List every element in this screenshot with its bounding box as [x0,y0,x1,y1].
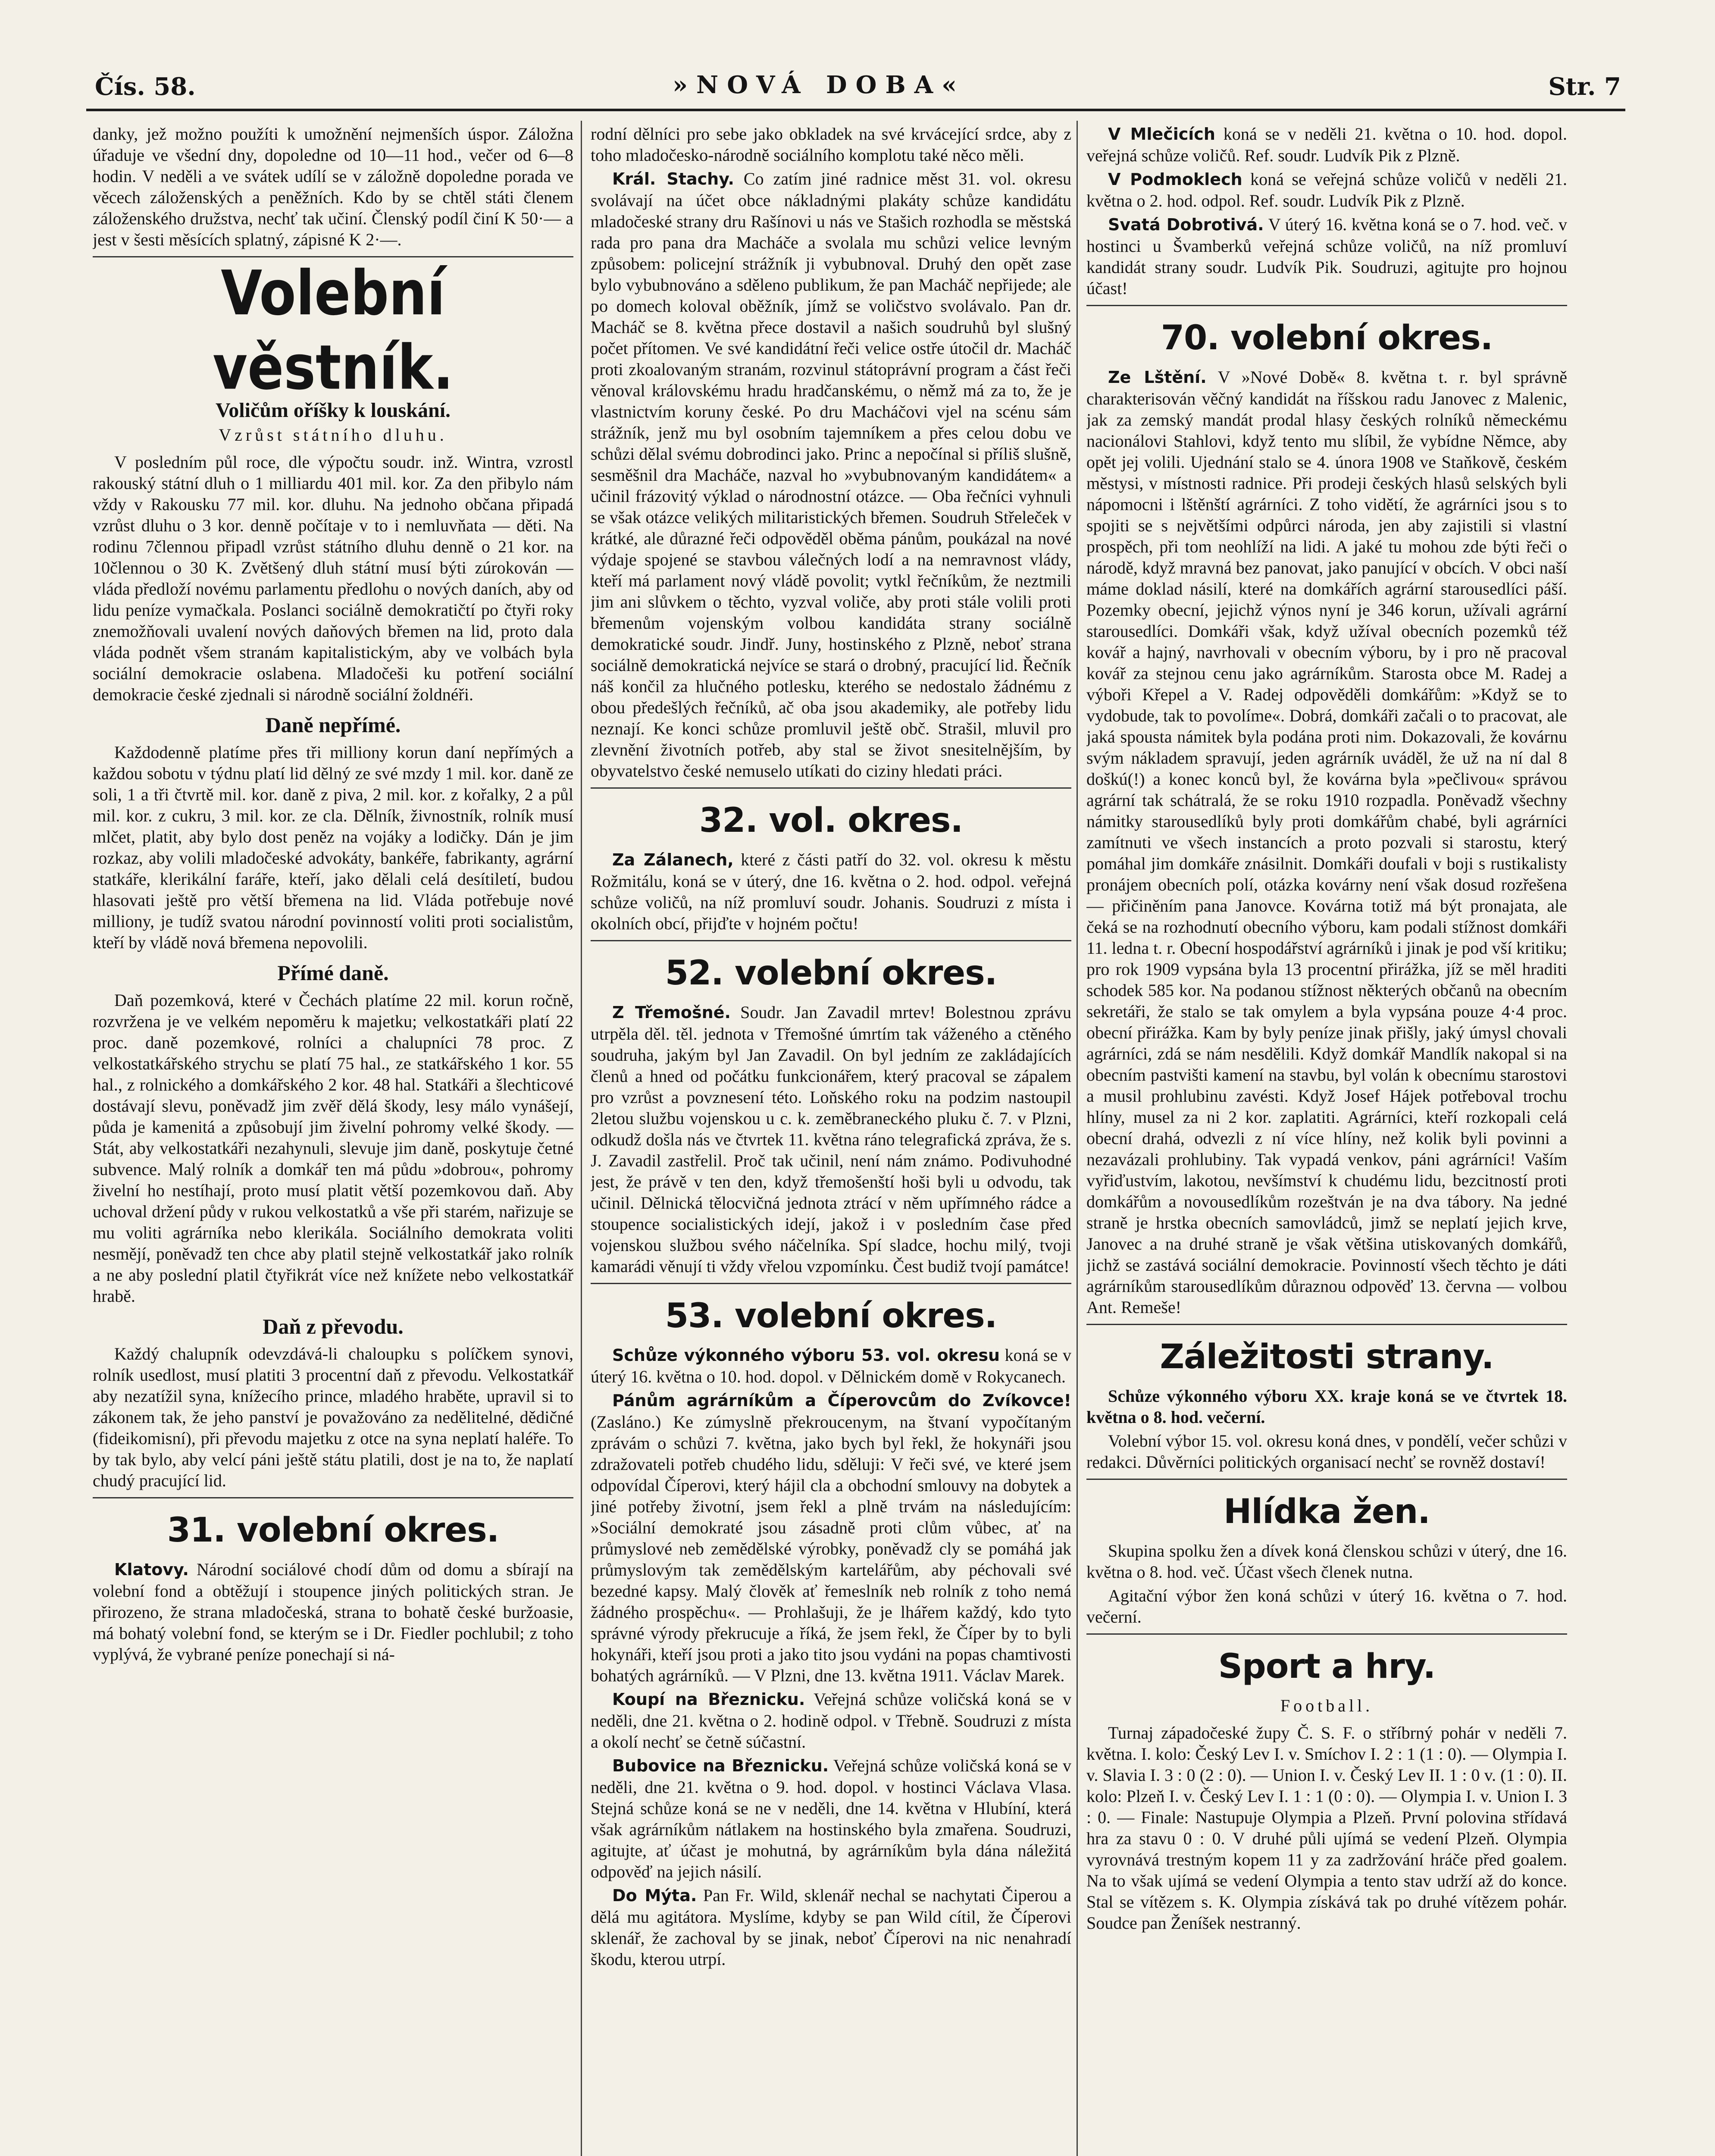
district-heading: 31. volební okres. [167,1511,499,1550]
article-text: Každodenně platíme přes tři milliony korun daní nepřímých a každou sobotu v týdnu platí lid dělný ze své mzdy 1 mil. kor. daně ze soli, 1 a tři čtvrtě mil. kor. daně z piva, 2 mil. kor. z kořalky, 2 a půl mil. kor. z cukru, 3 mil. kor. ze cla. Dělník, živnostník, rolník musí mlčet, platit, aby bylo dost peněz na vojáky a lodičky. Dán je jim rozkaz, aby volili mladočeské advokáty, bankéře, fabrikanty, agrární statkáře, klerikální faráře, kteří, jako dělali celá desítiletí, budou hlasovati ještě pro větší břemena na lid. Vláda potřebuje nové milliony, je tudíž svatou národní povinností voliti proti socialistům, kteří by vládě nová břemena nepovolili. [93,743,573,952]
place-lead: V Mlečicích [1108,125,1215,144]
article-text: rodní dělníci pro sebe jako obkladek na své krvácející srdce, aby z toho mladočesko-národně sociálního komplotu také něco měli. [591,124,1071,165]
place-lead: Klatovy. [114,1560,189,1579]
place-lead: Svatá Dobrotivá. [1108,215,1264,234]
section-heading: Záležitosti strany. [1160,1338,1494,1376]
header-rule [86,109,1625,111]
article-text: V Podmoklech koná se veřejná schůze voličů v neděli 21. května o 2. hod. odpol. Ref. soudr. Ludvík Pik z Plzně. [1086,169,1567,210]
divider [591,940,1071,941]
column-divider [1077,121,1078,2156]
article-text: Ze Lštění. V »Nové Době« 8. května t. r. byl správně charakterisován věčný kandidát na říšskou radu Janovec z Malenic, jak za zemský mandát prodal hlasy českých rolníků německému nacionálovi Stahlovi, když tento mu slíbil, že vybídne Němce, aby opět jej volili. Ujednání stalo se 4. února 1908 ve Staňkově, českém městysi, v místnosti radnice. Při prodeji českých hlasů selských byli nápomocni i lštěnští agrárníci. Z toho vidětí, že agrárníci jsou s to spojiti se s největšími odpůrci národa, jen aby zajistili si vlastní prospěch, při tom neohlíží na lidi. A jaké tu mohou zde býti řeči o národě, když mravná bez panovat, jako panující v obcích. V obci naší máme doklad násilí, které na domkářích agrární starousedlíci páší. Pozemky obecní, jejichž výnos nyní je 346 korun, užívali agrární starousedlíci. Domkáři však, když užíval obecních pozemků též kovář a hajný, navrhovali v obecním výboru, by i pro ně pracoval kovář za stejnou cenu jako agrárníkům. Starosta obce M. Radej a výboři Křepel a V. Radej odpověděli domkářům: »Když se to vydobude, tak to povolíme«. Dobrá, domkáři začali o to pracovat, ale jaká spousta námitek byla podána proti nim. Dokazovali, že kovárnu svým nákladem spravují, jeden agrárník uváděl, že už na ní dal 8 doškú(!) a konec konců byl, že kovárna byla »pečlivou« správou agrární tak schátralá, že se roku 1910 rozpadla. Poněvadž všechny námitky starousedlíků byly proti domkářům chabé, byli agrárníci zamítnuti ve všech instancích a proto pozvali si starostu, který pomáhal jim domkáře znásilnit. Domkáři doufali v boji s rustikalisty pronájem obecních polí, otázka kovárny není však dosud rozřešena — přičiněním pana Janovce. Kovárna totiž má být pronajata, ale čeká se na rozhodnutí obecního výboru, kam podali stížnost domkáři 11. ledna t. r. Obecní hospodářství agrárníků i jinak je pod vší kritiku; pro rok 1909 vypsána byla 13 procentní přirážka, jíž se měl hraditi schodek 585 kor. Na podanou stížnost některých občanů na obecním sekretáři, že stalo se tak omylem a byla vypsána pouze 4·4 proc. obecní přirážka. Kam by byly peníze jinak přišly, jaký úmysl chovali agrárníci, zdá se nám nesdělili. Když domkář Mandlík nakopal si na obecním pastvišti kamení na stavbu, byl volán k obecnímu starostovi a musil prohlubinu zavésti. Když Josef Hájek potřeboval trochu hlíny, musel za ni 2 kor. zaplatiti. Agrárníci, kteří rozkopali celá obecní drahá, odvezli z ní více hlíny, než kolik byli povinni a nezavázali prohlubiny. Tak vypadá venkov, páni agrárníci! Vaším vyřiďustvím, lakotou, nevšímství k chudému lidu, bezcitností proti domkářům a novousedlíkům rozeštván je na dva tábory. Na jedné straně je hrstka obecních samovládců, jimž se neplatí jejich krve, Janovec a na druhé straně je však většina utiskovaných domkářů, jichž se zastává sociální demokracie. Povinností všech těchto je dáti agrárníkům starousedlíkům důraznou odpověď 13. června — volbou Ant. Remeše! [1086,367,1567,1317]
place-lead: Bubovice na Březnicku. [612,1756,829,1775]
article-text: Král. Stachy. Co zatím jiné radnice měst 31. vol. okresu svolávají na účet obce nákladnými plakáty schůze kandidátu mladočeské strany dru Rašínovi u nás ve Stašich rozhodla se městská rada pro pana dra Macháče a svolala mu schůzi velice levným způsobem: policejní strážník ji vybubnoval. Druhý den opět zase bylo vybubnováno a sděleno publikum, že pan Macháč nepřijede; ale po domech koloval oběžník, jímž se voličstvo svolávalo. Pan dr. Macháč se 8. května přece dostavil a našich soudruhů byl slušný počet přítomen. Ve své kandidátní řeči velice ostře útočil dr. Macháč proti zkoalovaným stranám, rozvinul státoprávní program a část řeči věnoval královskému hradu hradčanskému, o němž má za to, že je vlastnictvím koruny české. Po dru Macháčovi vjel na scénu sám strážník, jenž mu byl osobním tajemníkem a přes celou dobu ve schůzi dělal svému dobrodinci jako. Princ a nepočínal si příliš slušně, sesměšnil dra Macháče, nazval ho »vybubnovaným kandidátem« a učinil frázovitý výklad o národnostní otázce. — Oba řečníci vyhnuli se však otázce velikých militaristických břemen. Soudruh Střeleček v krátké, ale důrazné řeči odpověděl oběma pánům, poukázal na nové výdaje spojené se stavbou válečných lodí a na nemravnost vlády, kteří má parlament nový vládě povolit; vytkl řečníkům, že neztmili jim ani slůvkem o těchto, vyzval voliče, aby proti stále volili proti břemenům vojenským volbou kandidáta strany sociálně demokratické soudr. Jindř. Juny, hostinského z Plzně, neboť strana sociálně demokratická nejvíce se stará o drobný, pracující lid. Řečník náš končil za hlučného potlesku, kterého se nedostalo žádnému z obou předešlých řečníků, ač oba jsou akademiky, ale potřeby lidu neznají. Ke konci schůze promluvil ještě obč. Strašil, mluvil pro zlevnění životních potřeb, aby stal se život snesitelnějším, by obyvatelstvo české nemuselo utíkati do ciziny hledati práci. [591,169,1071,780]
article-text: Volební výbor 15. vol. okresu koná dnes, v pondělí, večer schůzi v redakci. Důvěrníci politických organisací nechť se rovněž dostaví! [1086,1431,1567,1472]
article-text: Bubovice na Březnicku. Veřejná schůze voličská koná se v neděli, dne 21. května o 9. hod. dopol. v hostinci Václava Vlasa. Stejná schůze koná se ne v neděli, dne 14. května v Hlubíní, která však agrárníkům nátlakem na hostinského byla zmařena. Soudruzi, agitujte, ať účast je mohutná, by agrárníkům byla dána náležitá odpověď na jejich násilí. [591,1756,1071,1881]
article-text: Skupina spolku žen a dívek koná členskou schůzi v úterý, dne 16. května o 8. hod. več. Účast všech členek nutna. [1086,1541,1567,1582]
place-lead: Za Zálanech, [612,850,734,869]
article-subheading: Daň z převodu. [263,1314,404,1338]
place-lead: V Podmoklech [1108,170,1242,189]
article-subheading: Přímé daně. [277,961,389,985]
section-heading: Hlídka žen. [1224,1492,1430,1531]
divider [1086,1479,1567,1480]
section-title: Volební věstník. [213,257,454,404]
place-lead: Ze Lštění. [1108,368,1207,387]
district-heading: 32. vol. okres. [699,801,963,840]
article-text: Agitační výbor žen koná schůzi v úterý 16. května o 7. hod. večerní. [1086,1586,1567,1626]
place-lead: Koupí na Březnicku. [612,1690,805,1709]
page-number: Str. 7 [1548,72,1621,101]
district-heading: 70. volební okres. [1161,319,1493,357]
divider [93,1497,573,1498]
article-text: V posledním půl roce, dle výpočtu soudr. inž. Wintra, vzrostl rakouský státní dluh o 1 milliardu 401 mil. kor. Za den přibylo nám vždy v Rakousku 77 mil. kor. dluhu. Na jednoho občana připadá vzrůst dluhu o 3 kor. denně počítaje v to i nemluvňata — děti. Na rodinu 7člennou připadl vzrůst státního dluhu denně o 21 kor. na 10člennou o 30 K. Zvětšený dluh státní musí býti zúrokován — vláda předloží novému parlamentu předlohu o nových daních, aby od lidu peníze vymačkala. Poslanci sociálně demokratičtí po čtyři roky znemožňovali uvalení nových daňových břemen na lid, proto dala vláda podnět všem stranám kapitalistickým, aby ve volbách byla sociální demokracie oslabena. Mladočeši ku potření sociální demokracie české zjednali si národně sociální žoldnéři. [93,452,573,704]
column-2 [591,123,1071,2156]
article-text: Pánům agrárníkům a Číperovcům do Zvíkovce! (Zasláno.) Ke zúmyslně překroucenym, na štvaní vypočítaným zprávám o schůzi 7. května, jako bych byl řekl, že hokynáři jsou zdražovateli potřeb chudého lidu, sděluji: V řeči své, ve které jsem odpovídal Číperovi, který hájil cla a obchodní smlouvy na dobytek a jiné potřeby životní, jsem řekl a plně trvám na následujícím: »Sociální demokraté jsou zásadně proti clům vůbec, ať na průmyslové neb zemědělské výrobky, poněvadž cly se pomáhá jak průmyslovým tak zemědělským kartelářům, aby péchovali své bezedné kapsy. Malý člověk ať řemeslník neb rolník z toho nemá žádného prospěchu«. — Prohlašuji, že je lhářem každý, kdo tyto správné výrody překrucuje a říká, že jsem řekl, že Číper by to byli hokynáři, kteří jsou proti a jako tito jsou vydáni na popas chamtivosti bohatých agrárníků. — V Plzni, dne 13. května 1911. Václav Marek. [591,1391,1071,1685]
article-subheading: Vzrůst státního dluhu. [219,425,448,445]
place-lead: Z Třemošné. [612,1003,731,1022]
page-header [78,65,1625,103]
district-heading: 52. volební okres. [665,954,997,993]
article-text: danky, jež možno použíti k umožnění nejmenších úspor. Záložna úřaduje ve všední dny, dopoledne od 10—11 hod., večer od 6—8 hodin. V neděli a ve svátek udílí se v záložně dopoledne porada ve věcech záloženských a peněžních. Kdo by se chtěl státi členem záloženského družstva, nechť tak učiní. Členský podíl činí K 50·— a jest v šesti měsících splatný, zápisné K 2·—. [93,124,573,249]
column-3 [1086,123,1567,2156]
divider [1086,1633,1567,1635]
divider [1086,305,1567,306]
article-heading: Voličům oříšky k louskání. [215,399,451,422]
article-text: Klatovy. Národní sociálové chodí dům od domu a sbírají na volební fond a obtěžují i stoupence jiných politických stran. Je přirozeno, že strana mladočeská, strana to bohatě české buržoasie, má bohatý volební fond, se kterým se i Dr. Fiedler pochlubil; z toho vyplývá, že vybrané peníze ponechají si ná- [93,1560,573,1664]
column-1 [93,123,573,2156]
issue-number: Čís. 58. [95,72,196,101]
article-text: Z Třemošné. Soudr. Jan Zavadil mrtev! Bolestnou zprávu utrpěla děl. těl. jednota v Třemošné úmrtím tak váženého a ctěného soudruha, jakým byl Jan Zavadil. On byl jedním ze zakládajících členů a hned od počátku funkcionářem, který pracoval se zápalem pro vzrůst a povznesení této. Loňského roku na podzim nastoupil 2letou službu vojenskou u c. k. zeměbraneckého pluku č. 7. v Plzni, odkudž došla nás ve čtvrtek 11. května ráno telegrafická zpráva, že s. J. Zavadil zastřelil. Proč tak učinil, není nám známo. Podivuhodné jest, že právě v ten den, když třemošenští hoši byli u odvodu, tak učinil. Dělnická tělocvičná jednota ztrácí v něm upřímného rádce a stoupence socialistických idejí, jakož i v posledním čase před vojenskou službou svého náčelníka. Spí sladce, hochu milý, tvoji kamarádi věnují ti vždy vřelou vzpomínku. Čest budiž tvojí památce! [591,1003,1071,1276]
article-text: Svatá Dobrotivá. V úterý 16. května koná se o 7. hod. več. v hostinci u Švamberků veřejná schůze voličů, na níž promluví kandidát strany soudr. Ludvík Pik. Soudruzi, agitujte pro hojnou účast! [1086,215,1567,298]
place-lead: Do Mýta. [612,1886,697,1905]
article-text: Za Zálanech, které z části patří do 32. vol. okresu k městu Rožmitálu, koná se v úterý, dne 16. května o 2. hod. odpol. veřejná schůze voličů, na níž promluví soudr. Johanis. Soudruzi z místa i okolních obcí, přijďte v hojném počtu! [591,850,1071,933]
column-divider [581,121,582,2156]
article-subheading: Football. [1280,1696,1374,1715]
article-text: Turnaj západočeské župy Č. S. F. o stříbrný pohár v neděli 7. května. I. kolo: Český Lev I. v. Smíchov I. 2 : 1 (1 : 0). — Olympia I. v. Slavia I. 3 : 0 (2 : 0). — Union I. v. Český Lev II. 1 : 0 v. (1 : 0). II. kolo: Plzeň I. v. Český Lev I. 1 : 1 (0 : 0). — Olympia I. v. Union I. 3 : 0. — Finale: Nastupuje Olympia a Plzeň. První polovina střídavá hra za stavu 0 : 0. V druhé půli ujímá se vedení Plzeň. Olympia vyrovnává trestným kopem 11 y za zadržování hráče před goalem. Na to však ujímá se vedení Olympia a tento stav udrží až do konce. Stal se vítězem s. K. Olympia získává tak po druhé vítězem pohár. Soudce pan Ženíšek nestranný. [1086,1723,1567,1933]
divider [591,1283,1071,1284]
divider [591,787,1071,789]
article-text: Každý chalupník odevzdává-li chaloupku s políčkem synovi, rolník usedlost, musí platiti 3 procentní daň z převodu. Velkostatkář aby nezatížil syna, knížecího prince, mladého hraběte, upravil si to zákonem tak, že jeho panství je považováno za nedělitelné, dědičné (fideikomisní), při převodu majetku z otce na syna neplatí haléře. To by tak bylo, aby velcí páni ještě státu platili, dost je na to, že naplatí chudý pracující lid. [93,1344,573,1490]
article-text: Do Mýta. Pan Fr. Wild, sklenář nechal se nachytati Čiperou a dělá mu agitátora. Myslíme, kdyby se pan Wild cítil, že Číperovi sklenář, že zachoval by se jinak, neboť Číperovi na nic nenahradí škodu, kterou utrpí. [591,1886,1071,1969]
place-lead: Král. Stachy. [612,169,734,188]
divider [1086,1324,1567,1325]
article-text: Schůze výkonného výboru 53. vol. okresu koná se v úterý 16. května o 10. hod. dopol. v Dělnickém domě v Rokycanech. [591,1345,1071,1386]
article-subheading: Daně nepřímé. [265,713,401,737]
article-text: Daň pozemková, které v Čechách platíme 22 mil. korun ročně, rozvržena je ve velkém nepoměru k majetku; velkostatkáři platí 22 proc. daně pozemkové, rolníci a chalupníci 78 proc. Z velkostatkářského strychu se platí 75 hal., ze statkářského 1 kor. 55 hal., z rolnického a domkářského 2 kor. 48 hal. Statkáři a šlechticové dostávají slevu, poněvadž jim zvěř dělá škody, lesy málo vynášejí, půda je kamenitá a způsobují jim živelní pohromy velké škody. — Stát, aby velkostatkáři nezahynuli, slevuje jim daně, poskytuje četné subvence. Malý rolník a domkář ten má půdu »dobrou«, pohromy živelní ho nestíhají, proto musí platit větší pozemkovou daň. Aby uchoval držení půdy v rukou velkostatků a vše při starém, nařizuje se mu voliti agrárníka nebo klerikála. Sociálního demokrata voliti nesmějí, poněvadž ten chce aby platil stejně velkostatkář jako rolník a ne aby poslední platil čtyřikrát více než knížete nebo velkostatkář hrabě. [93,990,573,1306]
article-text: Koupí na Březnicku. Veřejná schůze voličská koná se v neděli, dne 21. května o 2. hodině odpol. v Třebně. Soudruzi z místa a okolí nechť se četně súčastní. [591,1689,1071,1752]
section-heading: Sport a hry. [1218,1647,1436,1686]
place-lead: Schůze výkonného výboru 53. vol. okresu [612,1346,1000,1365]
article-text: V Mlečicích koná se v neděli 21. května o 10. hod. dopol. veřejná schůze voličů. Ref. soudr. Ludvík Pik z Plzně. [1086,124,1567,165]
district-heading: 53. volební okres. [665,1297,997,1335]
masthead-title: »NOVÁ DOBA« [673,71,966,99]
article-text: Schůze výkonného výboru XX. kraje koná se ve čtvrtek 18. května o 8. hod. večerní. [1086,1386,1567,1427]
place-lead: Pánům agrárníkům a Číperovcům do Zvíkovce! [612,1391,1071,1410]
